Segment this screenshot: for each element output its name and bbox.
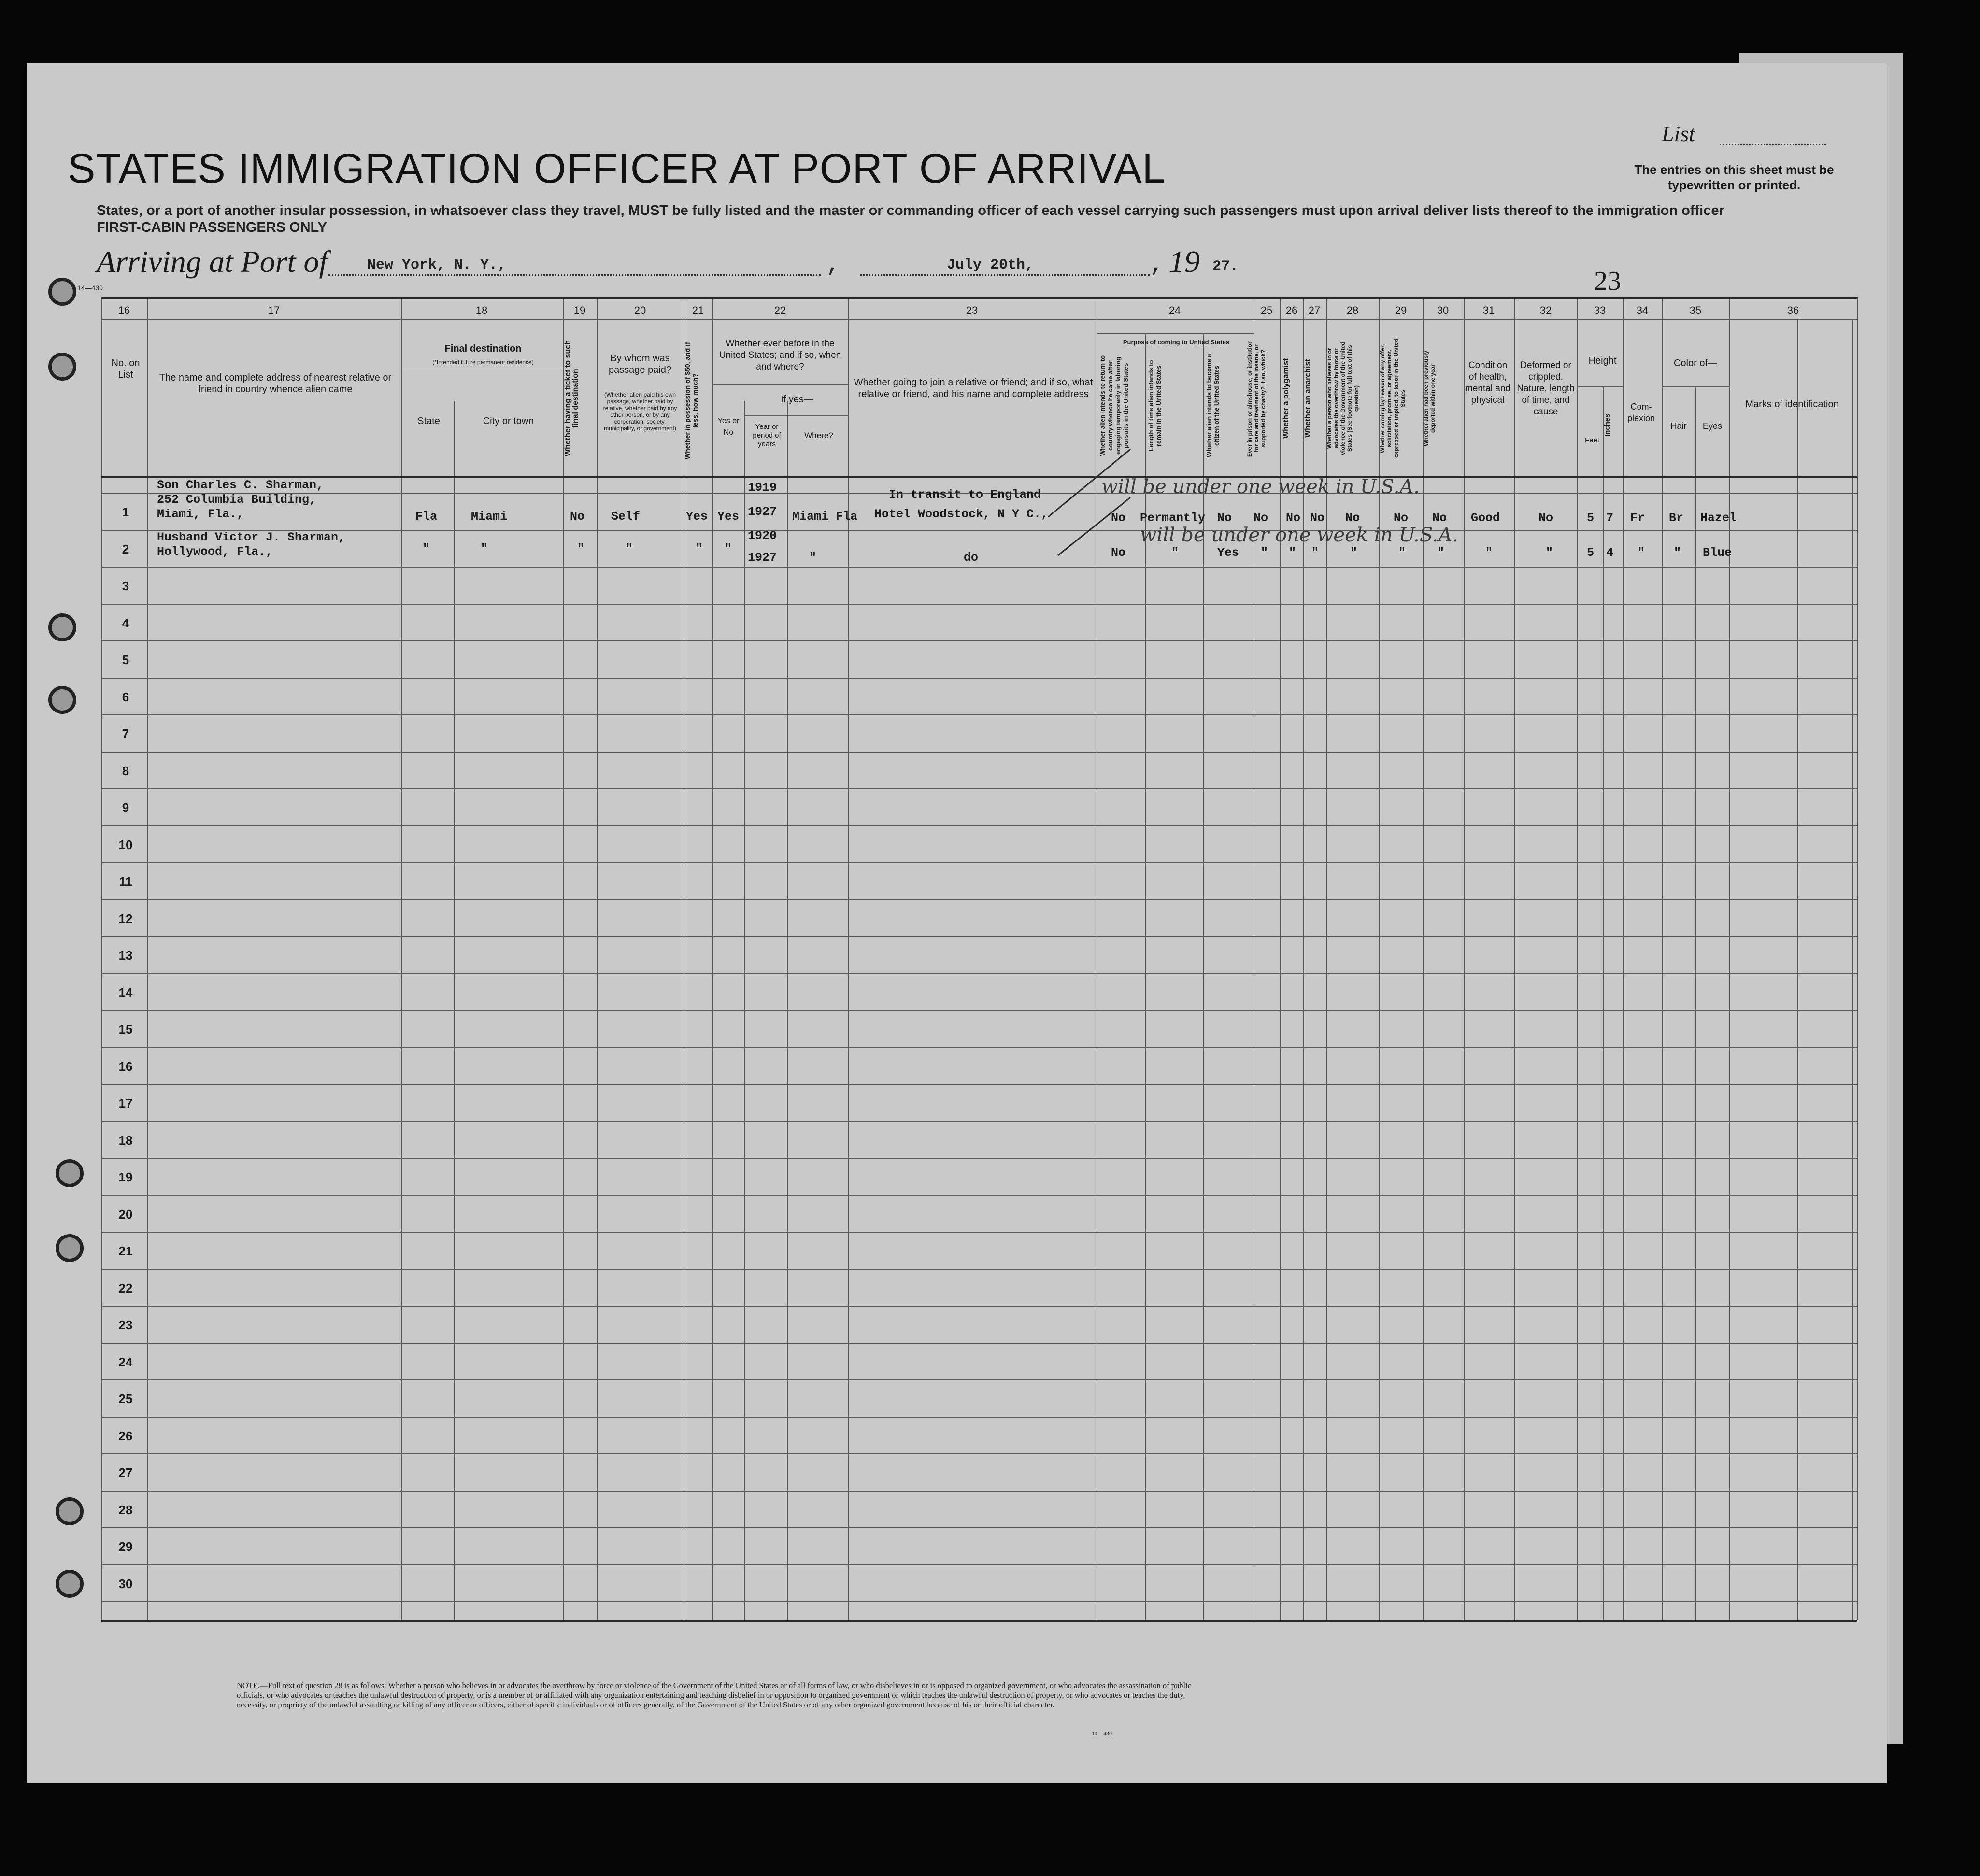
column-number: 32 <box>1539 304 1552 316</box>
column-number: 31 <box>1482 304 1495 316</box>
year-suffix: 27. <box>1212 258 1239 275</box>
year-cell: 1920 <box>748 529 777 543</box>
year-prefix: 19 <box>1169 244 1200 279</box>
header-instructions: States, or a port of another insular possession, in whatsoever class they travel, MUST be fully listed and the master or commanding officer of each vessel carrying such passengers must upon arrival deliver lists thereof to the immigration officer <box>97 203 1724 218</box>
anarchist-cell: " <box>1311 546 1319 560</box>
row-number: 21 <box>118 1244 133 1258</box>
feet-cell: 5 <box>1587 511 1595 525</box>
hair-cell: " <box>1674 546 1681 560</box>
anarchist-cell: No <box>1310 511 1325 525</box>
page-title: STATES IMMIGRATION OFFICER AT PORT OF ARRIVAL <box>68 145 1166 192</box>
table-bottom-rule <box>101 1620 1857 1622</box>
relative-line: Husband Victor J. Sharman, <box>157 530 346 544</box>
column-rule <box>597 297 598 1620</box>
header-hair: Hair <box>1670 421 1687 431</box>
header-yes-or-no: Yes or No <box>717 417 740 437</box>
q28-cell: No <box>1345 511 1360 525</box>
q29-cell: " <box>1398 546 1406 560</box>
row-number: 11 <box>119 874 132 889</box>
year-cell: 1927 <box>748 505 777 519</box>
header-if-yes: If yes— <box>781 394 813 405</box>
manifest-sheet <box>27 63 1887 1783</box>
punch-hole <box>56 1497 84 1525</box>
date-value: July 20th, <box>947 257 1034 273</box>
column-number: 34 <box>1636 304 1649 316</box>
column-rule <box>101 297 102 1620</box>
comma: , <box>1150 251 1165 279</box>
column-number: 30 <box>1437 304 1449 316</box>
header-money: Whether in possession of $50, and if less, how much? <box>684 342 699 460</box>
row-number: 23 <box>118 1318 133 1332</box>
form-code: 14—430 <box>77 284 103 292</box>
q30-cell: No <box>1432 511 1447 525</box>
date-line <box>860 274 1150 276</box>
sheet-number: 23 <box>1594 266 1621 296</box>
complexion-cell: " <box>1638 546 1645 560</box>
row-number: 22 <box>118 1281 133 1295</box>
column-number: 24 <box>1168 304 1181 316</box>
header-complexion: Com- plexion <box>1627 402 1655 423</box>
header-citizen: Whether alien intends to become a citizen of the United States <box>1205 354 1220 458</box>
row-number: 13 <box>118 948 133 963</box>
punch-hole <box>48 686 76 714</box>
row-number: 16 <box>118 1059 133 1074</box>
sub-header-rule <box>1577 386 1623 387</box>
header-passage-note: (Whether alien paid his own passage, whether paid by relative, whether paid by any other person, or by any corporation, society, municipality, or government) <box>603 391 677 432</box>
column-rule <box>1603 386 1604 1620</box>
row-rule <box>101 1010 1857 1011</box>
purpose-return-cell: No <box>1111 511 1126 525</box>
row-rule <box>101 1491 1857 1492</box>
header-where: Where? <box>804 431 833 440</box>
header-health: Condition of health, mental and physical <box>1465 360 1510 405</box>
header-polygamist: Whether a polygamist <box>1282 358 1290 439</box>
punch-hole <box>48 278 76 306</box>
row-number: 5 <box>122 653 129 667</box>
row-rule <box>101 1158 1857 1159</box>
row-rule <box>101 714 1857 715</box>
handwritten-note: will be under one week in U.S.A. <box>1140 524 1459 546</box>
row-rule <box>101 1417 1857 1418</box>
header-ever-before: Whether ever before in the United States; and if so, when and where? <box>719 339 841 372</box>
row-rule <box>101 788 1857 789</box>
row-rule <box>101 862 1857 863</box>
column-rule <box>1729 297 1730 1620</box>
row-number: 1 <box>122 505 129 519</box>
money-cell: " <box>696 542 703 556</box>
sub-header-rule <box>744 415 848 416</box>
row-number: 10 <box>118 838 133 852</box>
column-number: 21 <box>692 304 704 316</box>
port-line <box>328 274 821 276</box>
column-rule <box>1464 297 1465 1620</box>
header-q30: Whether alien had been previously deported within one year <box>1423 350 1436 447</box>
column-number-rule <box>101 319 1857 320</box>
header-prison: Ever in prison or almshouse, or institution for care and treatment of the insane, or supported by charity? If so, which? <box>1246 340 1267 457</box>
row-rule <box>101 678 1857 679</box>
relative-line: Miami, Fla., <box>157 507 244 521</box>
q30-cell: " <box>1437 546 1445 560</box>
inches-cell: 7 <box>1606 511 1614 525</box>
row-rule <box>101 604 1857 605</box>
row-number: 30 <box>118 1577 133 1591</box>
row-number: 12 <box>118 911 133 926</box>
header-eyes: Eyes <box>1702 421 1723 431</box>
header-anarchist: Whether an anarchist <box>1304 359 1312 438</box>
ever-before-cell: " <box>725 542 732 556</box>
column-rule <box>712 297 713 1620</box>
row-rule <box>101 1269 1857 1270</box>
punch-hole <box>56 1234 84 1262</box>
punch-hole <box>48 353 76 381</box>
row-number: 24 <box>118 1355 133 1369</box>
header-purpose-return: Whether alien intends to return to country whence he came after engaging temporarily in laboring pursuits in the United States <box>1099 355 1129 456</box>
eyes-cell: Hazel <box>1700 511 1737 525</box>
list-label: List <box>1662 121 1695 146</box>
row-rule <box>101 1121 1857 1122</box>
inches-cell: 4 <box>1606 546 1614 560</box>
column-rule <box>1514 297 1515 1620</box>
q28-cell: " <box>1350 546 1358 560</box>
city-cell: " <box>481 542 488 556</box>
column-number: 35 <box>1689 304 1702 316</box>
column-rule <box>1857 297 1858 1620</box>
row-number: 25 <box>118 1392 133 1406</box>
length-stay-cell: " <box>1171 546 1179 560</box>
header-inches: Inches <box>1603 413 1611 437</box>
header-joining: Whether going to join a relative or friend; and if so, what relative or friend, and his name and complete address <box>854 377 1093 399</box>
column-rule <box>563 297 564 1620</box>
polygamist-cell: " <box>1289 546 1296 560</box>
row-rule <box>101 567 1857 568</box>
column-number: 20 <box>634 304 646 316</box>
relative-line: Hollywood, Fla., <box>157 545 273 559</box>
row-rule <box>101 1564 1857 1565</box>
row-number: 20 <box>118 1207 133 1222</box>
arriving-label: Arriving at Port of <box>97 244 328 279</box>
column-number: 18 <box>475 304 488 316</box>
ever-before-cell: Yes <box>717 510 740 524</box>
ticket-cell: " <box>577 542 585 556</box>
sub-header-rule <box>712 384 848 385</box>
column-number: 23 <box>966 304 978 316</box>
column-rule <box>147 297 148 1620</box>
purpose-return-cell: No <box>1111 546 1126 560</box>
where-cell: " <box>809 551 817 565</box>
column-number: 28 <box>1346 304 1359 316</box>
row-rule <box>101 1601 1857 1602</box>
joining-cell: do <box>964 551 979 565</box>
row-number: 14 <box>118 985 133 1000</box>
list-number-line <box>1720 144 1826 145</box>
row-rule <box>101 1343 1857 1344</box>
row-number: 18 <box>118 1133 133 1148</box>
row-rule <box>101 825 1857 826</box>
column-rule <box>848 297 849 1620</box>
feet-cell: 5 <box>1587 546 1595 560</box>
footnote: NOTE.—Full text of question 28 is as follows: Whether a person who believes in or advocates the overthrow by force or violence of the Government of the United States or of all forms of law, or who disbelieves in or is opposed to organized government, or who advocates the assassination of public officials, or who advocates or teaches the unlawful destruction of property, or is a member of or affiliated with any organization entertaining and teaching disbelief in or opposition to organized government or which teaches the unlawful destruction of property, or who advocates or teaches the duty, necessity, or propriety of the unlawful assaulting or killing of any officer or officers, either of specific individuals or of officers generally, of the Government of the United States or of any other organized government because of his or their official character. <box>237 1681 1192 1709</box>
ticket-cell: No <box>570 510 585 524</box>
row-number: 6 <box>122 690 129 704</box>
header-ticket: Whether having a ticket to such final destination <box>564 340 580 457</box>
row-number: 27 <box>118 1465 133 1480</box>
row-number: 8 <box>122 764 129 778</box>
row-number: 3 <box>122 579 129 593</box>
header-purpose: Purpose of coming to United States <box>1123 339 1230 346</box>
row-rule <box>101 899 1857 900</box>
joining-cell: In transit to England <box>889 488 1041 502</box>
row-rule <box>101 973 1857 974</box>
row-rule <box>101 1379 1857 1380</box>
row-rule <box>101 1453 1857 1454</box>
row-number: 19 <box>118 1170 133 1184</box>
state-cell: Fla <box>415 510 438 524</box>
hair-cell: Br <box>1669 511 1684 525</box>
column-number: 27 <box>1308 304 1321 316</box>
prison-cell: No <box>1254 511 1268 525</box>
row-rule <box>101 1084 1857 1085</box>
deformed-cell: No <box>1538 511 1553 525</box>
header-state: State <box>417 416 440 426</box>
header-final-destination: Final destination <box>444 343 522 354</box>
paid-by-cell: Self <box>611 510 641 524</box>
column-rule <box>1662 297 1663 1620</box>
header-final-destination-note: (*Intended future permanent residence) <box>432 359 534 366</box>
year-cell: 1927 <box>748 551 777 565</box>
column-number: 22 <box>774 304 786 316</box>
row-number: 15 <box>118 1022 133 1037</box>
paid-by-cell: " <box>626 542 633 556</box>
state-cell: " <box>423 542 430 556</box>
column-number: 25 <box>1260 304 1273 316</box>
row-number: 9 <box>122 800 129 815</box>
column-rule <box>401 297 402 1620</box>
port-value: New York, N. Y., <box>367 257 507 273</box>
punch-hole <box>48 613 76 641</box>
row-number: 26 <box>118 1429 133 1443</box>
where-cell: Miami Fla <box>792 510 858 524</box>
row-rule <box>101 752 1857 753</box>
row-number: 2 <box>122 542 129 556</box>
sub-header-rule <box>1097 333 1254 334</box>
column-rule <box>1797 319 1798 1620</box>
column-number: 26 <box>1285 304 1298 316</box>
column-rule <box>1423 297 1424 1620</box>
q29-cell: No <box>1394 511 1409 525</box>
header-passage-paid: By whom was passage paid? <box>608 353 672 375</box>
health-cell: " <box>1485 546 1493 560</box>
header-marks: Marks of identification <box>1745 399 1839 410</box>
citizen-cell: Yes <box>1217 546 1239 560</box>
row-rule <box>101 1527 1857 1528</box>
row-rule <box>101 1195 1857 1196</box>
year-cell: 1919 <box>748 481 777 495</box>
header-q29: Whether coming by reason of any offer, solicitation, promise, or agreement, expressed or implied, to labor in the United States <box>1379 339 1406 458</box>
punch-hole <box>56 1159 84 1187</box>
comma: , <box>826 251 841 279</box>
row-rule <box>101 936 1857 937</box>
complexion-cell: Fr <box>1630 511 1645 525</box>
relative-line: Son Charles C. Sharman, <box>157 478 324 492</box>
row-number: 7 <box>122 726 129 741</box>
column-rule <box>1577 297 1578 1620</box>
row-rule <box>101 530 1857 531</box>
length-stay-cell: Permantly <box>1140 511 1206 525</box>
header-feet: Feet <box>1584 436 1599 444</box>
eyes-cell: Blue <box>1703 546 1732 560</box>
footnote-code: 14—430 <box>1092 1730 1112 1737</box>
row-number: 29 <box>118 1539 133 1554</box>
column-number: 19 <box>573 304 586 316</box>
header-bottom-rule <box>101 476 1857 478</box>
header-nearest-relative: The name and complete address of nearest relative or friend in country whence alien came <box>159 372 392 395</box>
citizen-cell: No <box>1217 511 1232 525</box>
row-rule <box>101 640 1857 641</box>
column-number: 36 <box>1787 304 1799 316</box>
column-rule <box>1695 386 1696 1620</box>
header-color-of: Color of— <box>1673 358 1718 369</box>
header-deformed: Deformed or crippled. Nature, length of time, and cause <box>1517 360 1575 417</box>
list-note: The entries on this sheet must be typewritten or printed. <box>1634 162 1834 192</box>
row-rule <box>101 1306 1857 1307</box>
deformed-cell: " <box>1546 546 1553 560</box>
header-no-on-list: No. on List <box>111 358 140 380</box>
header-length-stay: Length of time alien intends to remain in the United States <box>1147 360 1162 452</box>
header-q28: Whether a person who believes in or advocates the overthrow by force or violence of the Government of the United States (See footnote for full text of this question) <box>1326 341 1360 455</box>
row-rule <box>101 1232 1857 1233</box>
pen-stroke <box>1039 444 1135 560</box>
row-number: 4 <box>122 616 129 630</box>
handwritten-note: will be under one week in U.S.A. <box>1101 476 1420 498</box>
row-number: 17 <box>118 1096 133 1110</box>
row-number: 28 <box>118 1503 133 1517</box>
joining-cell: Hotel Woodstock, N Y C., <box>874 507 1049 521</box>
relative-line: 252 Columbia Building, <box>157 493 317 507</box>
polygamist-cell: No <box>1286 511 1301 525</box>
sub-header-rule <box>1662 386 1729 387</box>
row-rule <box>101 1047 1857 1048</box>
column-number: 29 <box>1395 304 1407 316</box>
prison-cell: " <box>1261 546 1268 560</box>
column-number: 33 <box>1594 304 1606 316</box>
header-height: Height <box>1588 355 1617 366</box>
header-city: City or town <box>483 416 534 426</box>
header-class: FIRST-CABIN PASSENGERS ONLY <box>97 220 327 235</box>
money-cell: Yes <box>686 510 708 524</box>
column-number: 16 <box>118 304 130 316</box>
column-rule <box>1852 319 1853 1620</box>
table-top-rule <box>101 297 1857 299</box>
city-cell: Miami <box>471 510 508 524</box>
health-cell: Good <box>1471 511 1500 525</box>
punch-hole <box>56 1570 84 1598</box>
column-number: 17 <box>268 304 280 316</box>
column-rule <box>1623 297 1624 1620</box>
header-year-period: Year or period of years <box>753 423 781 448</box>
